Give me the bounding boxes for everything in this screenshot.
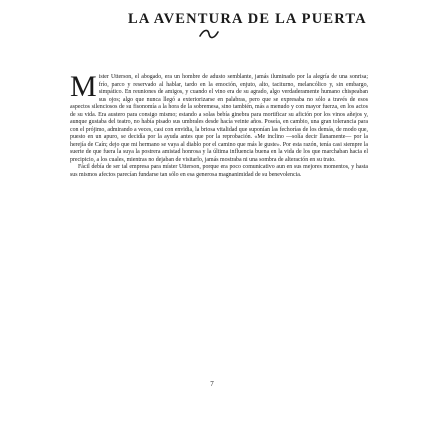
paragraph-1 — [70, 70, 368, 164]
tilde-ornament-icon — [198, 28, 220, 40]
chapter-body — [70, 70, 368, 179]
paragraph-1-text: ister Utterson, el abogado, era un hombre de adusto semblante, jamás iluminado por la alegría de una sonrisa; frío, parco y reservado al hablar, tardo en la emoción, enjuto, alto, taciturno, melancólico y, sin embargo, simpático. En reuniones de amigos, y cuando el vino era de su agrado, algo verdaderamente humano chispeaban sus ojos; algo que nunca llegó a exteriorizarse en palabras, pero que se expresaba no sólo a través de esos aspectos silenciosos de su fisonomía a la hora de la sobremesa, sino también, más a menudo y con mayor fuerza, en los actos de su vida. Era austero para consigo mismo; estando a solas bebía ginebra para mortificar su afición por los vinos añejos y, aunque gustaba del teatro, no había pisado sus umbrales desde hacía veinte años. Poseía, en cambio, una gran tolerancia para con el prójimo, admirando a veces, casi con envidia, la briosa vitalidad que suponían las fechorías de los demás, de modo que, puesto en un apuro, se decidía por la ayuda antes que por la reprobación. «Me inclino —solía decir llanamente— por la herejía de Caín; dejo que mi hermano se vaya al diablo por el camino que más le guste». Por esta razón, tenía casi siempre la suerte de que fuera la suya la postrera amistad honrosa y la última influencia buena en la vida de los que marchaban hacia el precipicio, a los cuales, mientras no dejaban de visitarlo, jamás mostraba ni una sombra de alteración en su trato. — [70, 74, 368, 163]
chapter-title: LA AVENTURA DE LA PUERTA — [128, 11, 367, 27]
drop-cap: M — [70, 70, 97, 103]
page-number: 7 — [210, 380, 214, 388]
paragraph-2: Fácil debía de ser tal empresa para míster Utterson, porque era poco comunicativo aun en sus mejores momentos, y hasta sus mismos afectos parecían fundarse tan sólo en esa generosa magnanimidad de su benevolencia. — [70, 164, 368, 178]
